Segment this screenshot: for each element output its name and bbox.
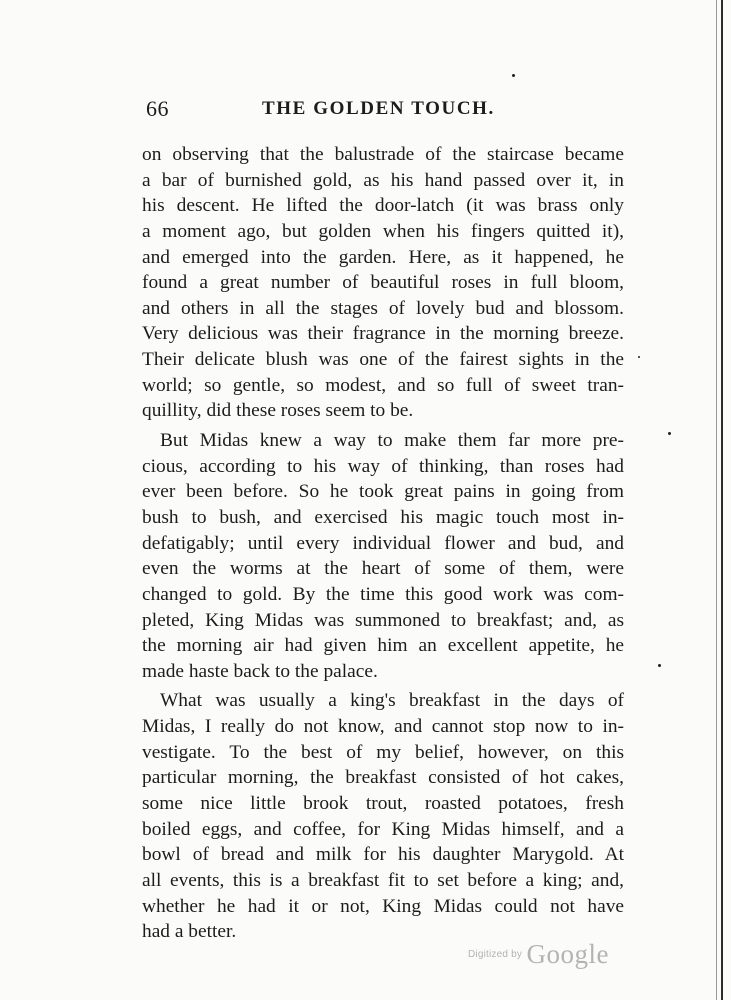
ink-speck bbox=[658, 664, 661, 667]
text-line: world; so gentle, so modest, and so full of sweet tran- bbox=[142, 374, 624, 396]
text-line: his descent. He lifted the door-latch (it was brass only bbox=[142, 195, 624, 217]
page-edge bbox=[721, 0, 723, 1000]
text-line: vestigate. To the best of my belief, however, on this bbox=[142, 741, 624, 763]
text-line: Midas, I really do not know, and cannot stop now to in- bbox=[142, 716, 624, 738]
body-text bbox=[142, 142, 624, 945]
text-line: particular morning, the breakfast consisted of hot cakes, bbox=[142, 767, 624, 789]
running-head: THE GOLDEN TOUCH. bbox=[262, 98, 495, 119]
page-number: 66 bbox=[146, 96, 169, 121]
text-line: What was usually a king's breakfast in the days of bbox=[160, 690, 624, 712]
ink-speck bbox=[668, 432, 671, 435]
text-line: Very delicious was their fragrance in the morning breeze. bbox=[142, 323, 624, 345]
text-line: a moment ago, but golden when his fingers quitted it), bbox=[142, 220, 624, 242]
paragraph-3 bbox=[142, 688, 624, 944]
page-header bbox=[146, 96, 626, 126]
text-line: quillity, did these roses seem to be. bbox=[142, 400, 414, 422]
ink-speck bbox=[638, 356, 640, 358]
text-line: some nice little brook trout, roasted potatoes, fresh bbox=[142, 793, 624, 815]
text-line: made haste back to the palace. bbox=[142, 660, 378, 682]
text-line: ever been before. So he took great pains in going from bbox=[142, 481, 624, 503]
text-line: on observing that the balustrade of the staircase became bbox=[142, 144, 624, 165]
text-line: even the worms at the heart of some of them, were bbox=[142, 558, 624, 580]
text-line: had a better. bbox=[142, 921, 237, 943]
text-line: pleted, King Midas was summoned to breakfast; and, as bbox=[142, 609, 624, 631]
text-line: bowl of bread and milk for his daughter Marygold. At bbox=[142, 844, 624, 866]
ink-speck bbox=[512, 74, 515, 77]
text-line: bush to bush, and exercised his magic touch most in- bbox=[142, 506, 624, 528]
text-line: and emerged into the garden. Here, as it happened, he bbox=[142, 246, 624, 268]
google-logo: Google bbox=[526, 939, 610, 969]
digitized-watermark bbox=[468, 939, 609, 970]
text-line: whether he had it or not, King Midas could not have bbox=[142, 895, 624, 917]
text-line: a bar of burnished gold, as his hand passed over it, in bbox=[142, 169, 624, 191]
text-line: changed to gold. By the time this good work was com- bbox=[142, 583, 624, 605]
text-line: found a great number of beautiful roses in full bloom, bbox=[142, 272, 624, 294]
watermark-prefix: Digitized by bbox=[468, 949, 523, 960]
text-line: But Midas knew a way to make them far more pre- bbox=[160, 430, 624, 452]
text-line: defatigably; until every individual flower and bud, and bbox=[142, 532, 624, 554]
text-line: all events, this is a breakfast fit to set before a king; and, bbox=[142, 869, 624, 891]
text-line: cious, according to his way of thinking, than roses had bbox=[142, 455, 624, 477]
paragraph-2 bbox=[142, 428, 624, 684]
paragraph-1 bbox=[142, 142, 624, 424]
page-edge-shadow bbox=[716, 0, 717, 1000]
text-line: the morning air had given him an excellent appetite, he bbox=[142, 635, 624, 657]
text-line: boiled eggs, and coffee, for King Midas himself, and a bbox=[142, 818, 624, 840]
text-line: and others in all the stages of lovely bud and blossom. bbox=[142, 297, 624, 319]
text-line: Their delicate blush was one of the fairest sights in the bbox=[142, 349, 624, 371]
